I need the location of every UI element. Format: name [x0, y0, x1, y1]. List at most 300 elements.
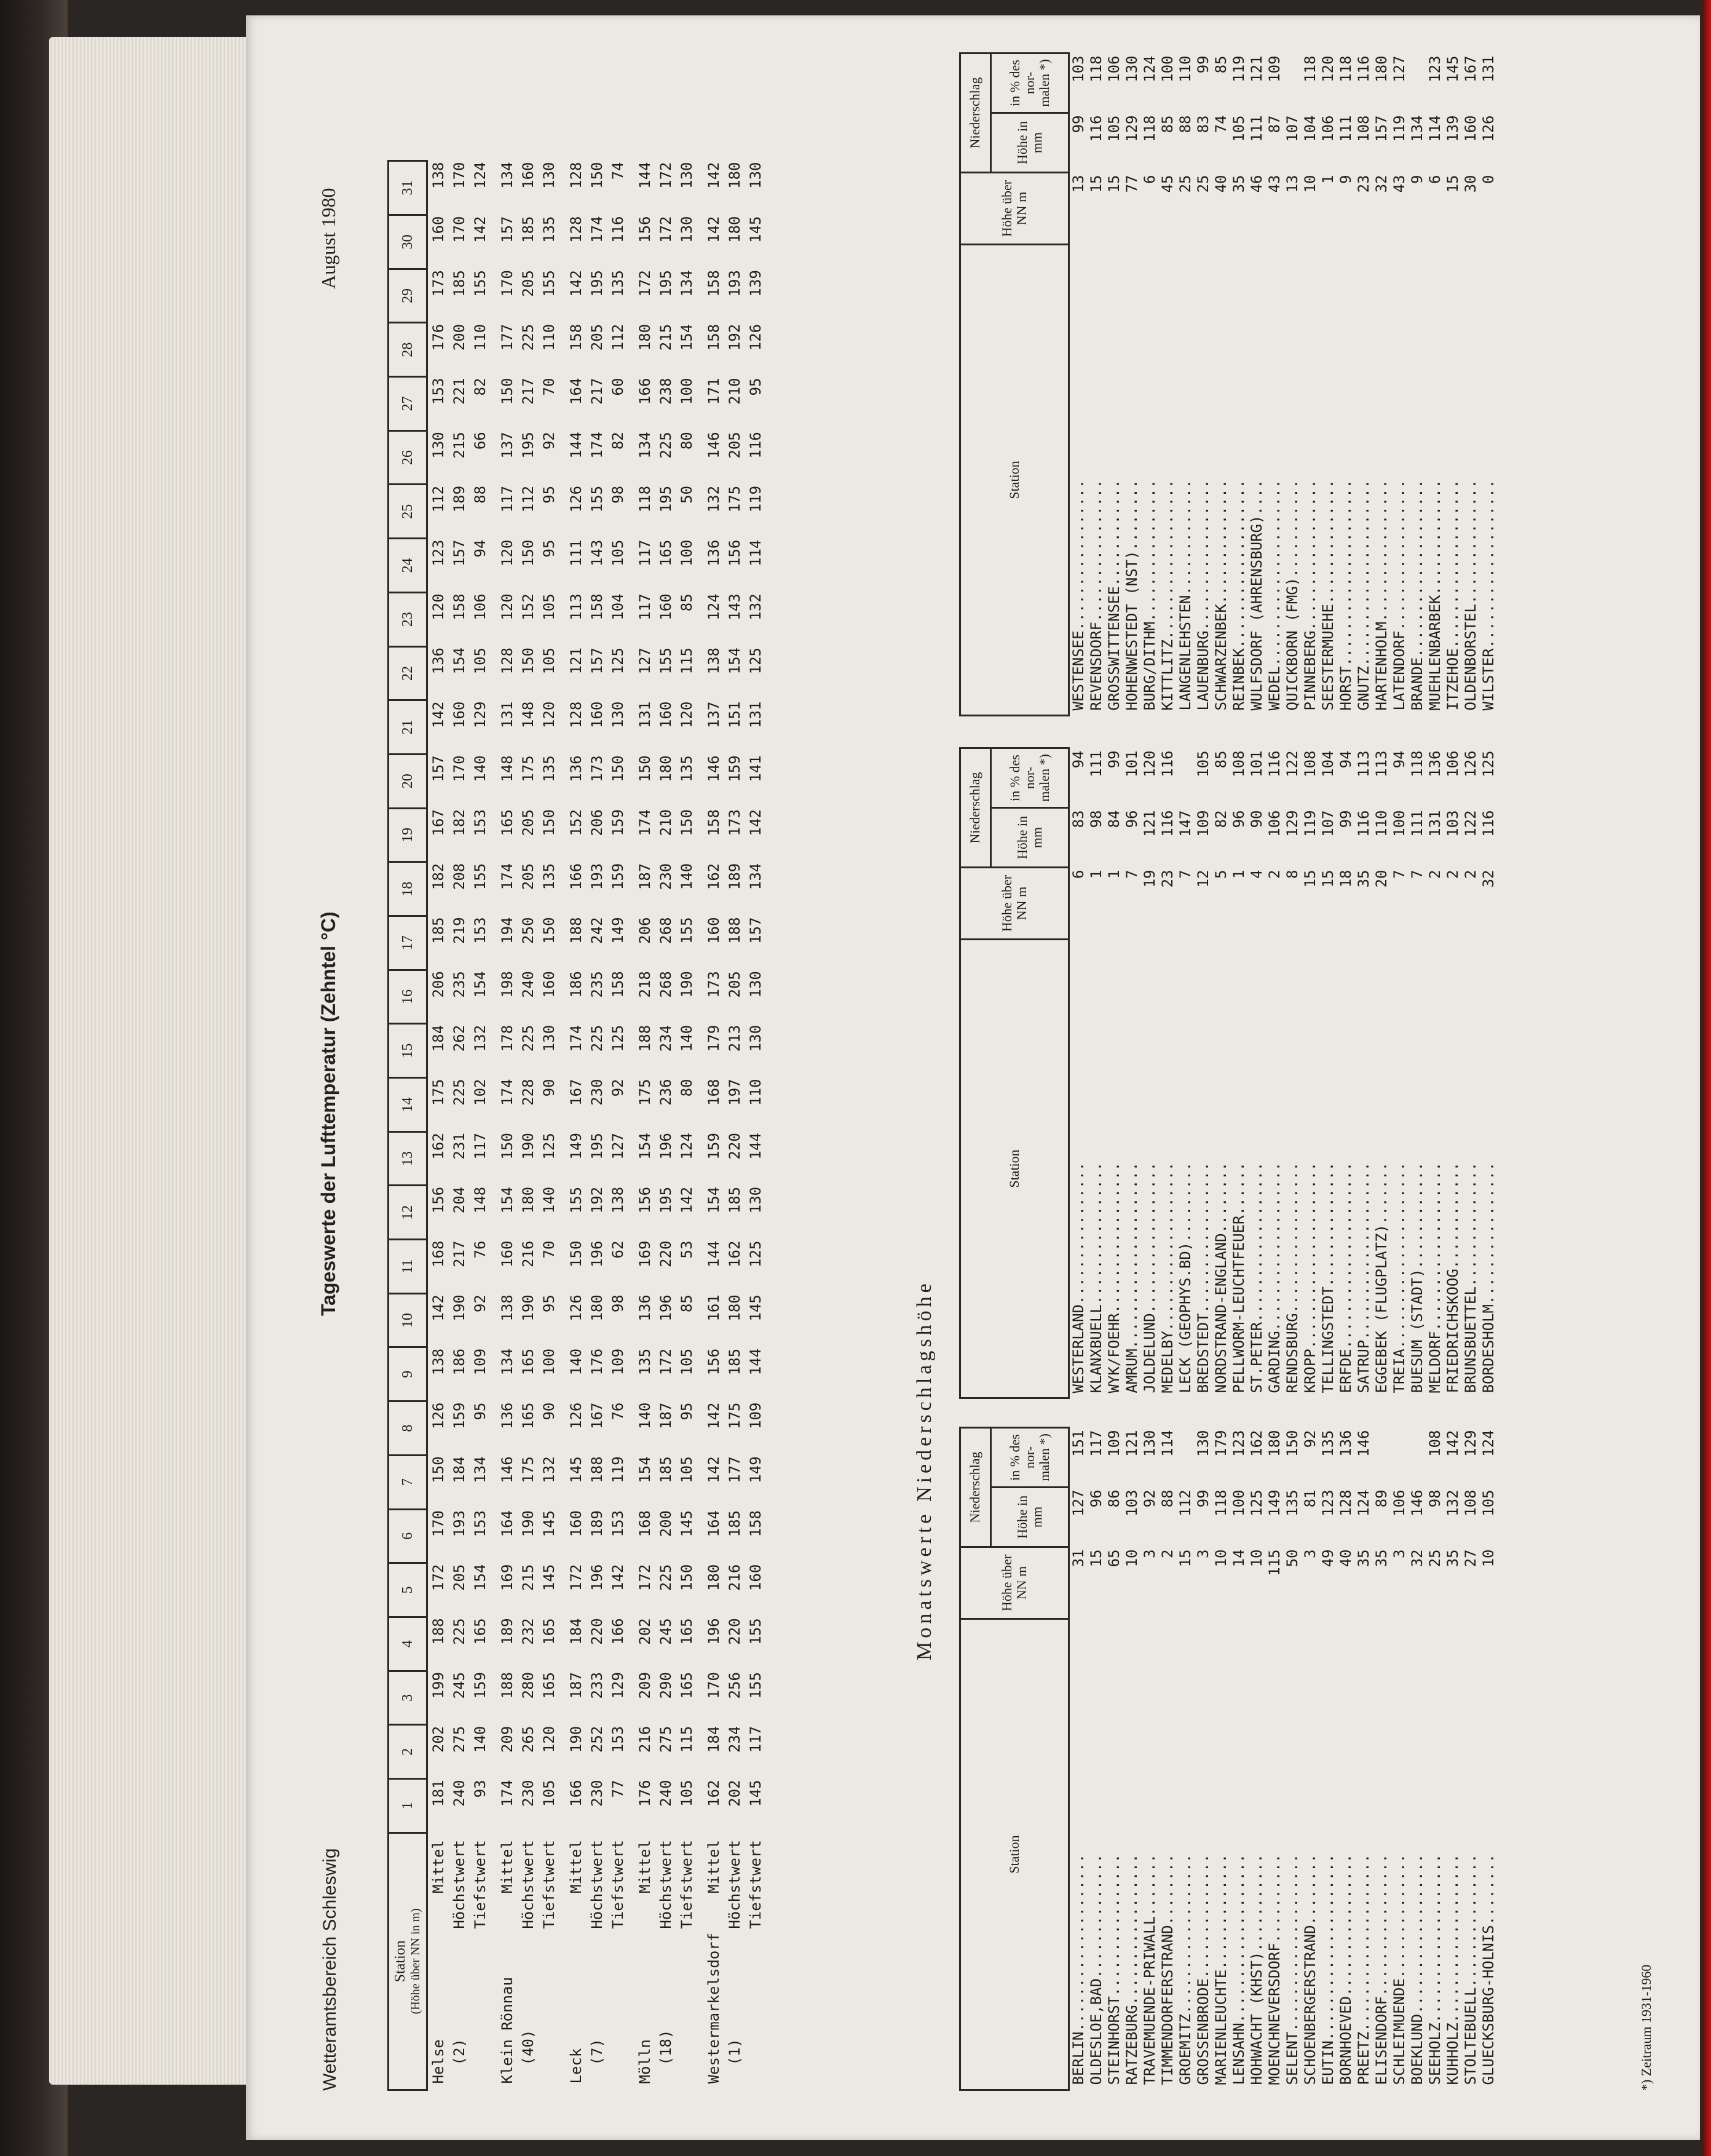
- station-name: TREIA.....................: [1391, 1162, 1408, 1393]
- day-header: 22: [389, 646, 427, 700]
- precip-mm: 99: [1337, 810, 1354, 828]
- temperature-cell: 66: [472, 432, 489, 450]
- temperature-cell: 130: [678, 162, 695, 189]
- station-height: 3: [1195, 1549, 1212, 1558]
- precip-percent: 108: [1302, 750, 1319, 777]
- station-height: 43: [1391, 175, 1408, 193]
- precip-percent: 116: [1159, 750, 1176, 777]
- temperature-cell: 195: [588, 1133, 606, 1160]
- temperature-cell: 130: [747, 162, 764, 189]
- temperature-cell: 165: [540, 1672, 558, 1699]
- temperature-cell: 157: [499, 216, 516, 243]
- temperature-cell: 132: [705, 485, 722, 513]
- list-item: [1212, 748, 1230, 1398]
- precip-mm: 134: [1409, 115, 1426, 142]
- temperature-cell: 142: [678, 1186, 695, 1214]
- temperature-cell: 156: [636, 1186, 654, 1214]
- temperature-cell: 76: [472, 1240, 489, 1259]
- temperature-cell: 150: [567, 1240, 585, 1267]
- table-row: [628, 161, 655, 2090]
- station-name: WESTERLAND................: [1070, 1162, 1087, 1393]
- station-height: 15: [1177, 1549, 1194, 1567]
- temperature-cell: 105: [678, 1780, 695, 1807]
- temperature-cell: 188: [726, 917, 743, 944]
- precip-mm: 111: [1248, 115, 1265, 142]
- station-height: 13: [1070, 175, 1087, 193]
- temperature-cell: 132: [540, 1456, 558, 1483]
- temperature-cell: 160: [499, 1240, 516, 1267]
- precip-mm: 74: [1212, 115, 1230, 133]
- temperature-cell: 178: [499, 1024, 516, 1052]
- temperature-cell: 196: [588, 1240, 606, 1267]
- footnote: *) Zeitraum 1931-1960: [1638, 1964, 1654, 2091]
- precip-mm: 116: [1480, 810, 1497, 837]
- list-item: [1123, 54, 1141, 716]
- temperature-cell: 150: [540, 809, 558, 836]
- station-name: GARDING...................: [1266, 1162, 1283, 1393]
- station-name: [745, 1930, 766, 2090]
- station-height: 115: [1266, 1549, 1283, 1576]
- temperature-cell: 100: [678, 378, 695, 405]
- precip-mm: 103: [1123, 1489, 1140, 1516]
- temperature-cell: 158: [747, 1510, 764, 1537]
- temperature-cell: 174: [499, 863, 516, 890]
- temperature-cell: 215: [657, 323, 674, 351]
- station-height: 10: [1248, 1549, 1265, 1567]
- temperature-cell: 120: [430, 593, 447, 620]
- precip-mm: 147: [1177, 810, 1194, 837]
- precip-percent: 113: [1355, 750, 1372, 777]
- precip-mm: 124: [1355, 1489, 1372, 1516]
- precip-percent: 110: [1177, 55, 1194, 82]
- precip-percent: 100: [1159, 55, 1176, 82]
- temperature-cell: 180: [657, 755, 674, 782]
- precip-percent: 109: [1105, 1430, 1123, 1457]
- station-height: 2: [1444, 870, 1461, 879]
- station-height: 1: [1105, 870, 1123, 879]
- temperature-cell: 138: [705, 648, 722, 675]
- precip-percent: 118: [1302, 55, 1319, 82]
- station-name: BRUNSBUETTEL..............: [1462, 1162, 1479, 1393]
- temperature-cell: 188: [636, 1024, 654, 1052]
- list-item: [1373, 748, 1391, 1398]
- station-height: 3: [1302, 1549, 1319, 1558]
- temperature-cell: 116: [747, 432, 764, 459]
- precip-mm: 131: [1426, 810, 1444, 837]
- station-height: 15: [1302, 870, 1319, 888]
- station-name: MARIENLEUCHTE.............: [1212, 1853, 1230, 2085]
- temperature-cell: 148: [472, 1186, 489, 1214]
- list-item: [1337, 54, 1355, 716]
- station-name: MUEHLENBARBEK.............: [1426, 479, 1444, 711]
- temperature-cell: 204: [451, 1186, 468, 1214]
- station-name: MEDELBY...................: [1159, 1162, 1176, 1393]
- day-header: 18: [389, 862, 427, 916]
- temperature-cell: 165: [499, 809, 516, 836]
- value-type-label: Tiefstwert: [609, 1840, 626, 1929]
- temperature-cell: 205: [588, 323, 606, 351]
- list-item: [1195, 1428, 1212, 2090]
- temperature-cell: 110: [540, 323, 558, 351]
- list-item: [1426, 54, 1444, 716]
- station-name: [470, 1930, 491, 2090]
- temperature-cell: 134: [636, 432, 654, 459]
- station-name: WYK/FOEHR.................: [1105, 1162, 1123, 1393]
- station-name: HARTENHOLM................: [1373, 479, 1390, 711]
- temperature-cell: 126: [747, 323, 764, 351]
- temperature-cell: 130: [540, 1024, 558, 1052]
- temperature-cell: 195: [657, 270, 674, 297]
- temperature-cell: 225: [520, 1024, 537, 1052]
- day-header: 7: [389, 1455, 427, 1509]
- temperature-cell: 195: [657, 485, 674, 513]
- station-name: OLDENBORSTEL..............: [1462, 479, 1479, 711]
- temperature-cell: 236: [657, 1079, 674, 1106]
- station-height: 30: [1462, 175, 1479, 193]
- temperature-cell: 225: [451, 1079, 468, 1106]
- value-type-label: Tiefstwert: [540, 1840, 558, 1929]
- temperature-cell: 240: [451, 1780, 468, 1807]
- temperature-cell: 128: [567, 216, 585, 243]
- temperature-cell: 210: [726, 378, 743, 405]
- temperature-cell: 130: [747, 971, 764, 998]
- list-item: [1177, 1428, 1195, 2090]
- station-name: RATZEBURG.................: [1123, 1853, 1140, 2085]
- precip-mm: 108: [1355, 115, 1372, 142]
- station-name: Leck: [567, 2048, 585, 2084]
- precip-mm: 146: [1409, 1489, 1426, 1516]
- temperature-cell: 177: [499, 323, 516, 351]
- temperature-cell: 150: [520, 539, 537, 566]
- precip-percent: 129: [1462, 1430, 1479, 1457]
- list-item: [1319, 1428, 1337, 2090]
- temperature-cell: 280: [520, 1672, 537, 1699]
- temperature-cell: 136: [499, 1402, 516, 1429]
- list-item: [1284, 1428, 1302, 2090]
- temperature-cell: 186: [451, 1348, 468, 1376]
- temperature-cell: 185: [726, 1510, 743, 1537]
- station-header: [389, 1833, 427, 2090]
- station-height: 45: [1159, 175, 1176, 193]
- temperature-cell: 120: [499, 593, 516, 620]
- temperature-cell: 195: [657, 1186, 674, 1214]
- temperature-cell: 157: [588, 648, 606, 675]
- precip-header-row: [960, 748, 991, 1398]
- temperature-cell: 186: [567, 971, 585, 998]
- temperature-cell: 117: [499, 485, 516, 513]
- temperature-cell: 111: [567, 539, 585, 566]
- precip-mm: 96: [1088, 1489, 1105, 1508]
- precip-percent: 120: [1319, 55, 1337, 82]
- temperature-cell: 160: [705, 917, 722, 944]
- table-row: [518, 161, 539, 2090]
- precip-percent: 99: [1105, 750, 1123, 769]
- station-height: 1: [1319, 175, 1337, 184]
- temperature-cell: 154: [636, 1456, 654, 1483]
- temperature-cell: 188: [499, 1672, 516, 1699]
- precip-percent: 124: [1141, 55, 1158, 82]
- pct-col-header: in % des nor- malen *): [990, 1428, 1069, 1488]
- list-item: [1373, 54, 1391, 716]
- list-item: [1391, 54, 1409, 716]
- list-item: [1141, 748, 1159, 1398]
- temperature-cell: 189: [588, 1510, 606, 1537]
- precip-mm: 107: [1319, 810, 1337, 837]
- temperature-cell: 150: [609, 755, 626, 782]
- station-name: LAUENBURG.................: [1195, 479, 1212, 711]
- temperature-cell: 135: [540, 863, 558, 890]
- list-item: [1319, 748, 1337, 1398]
- temperature-cell: 162: [726, 1240, 743, 1267]
- temperature-cell: 181: [430, 1780, 447, 1807]
- temperature-cell: 209: [499, 1726, 516, 1753]
- temperature-cell: 157: [747, 917, 764, 944]
- temperature-cell: 90: [540, 1402, 558, 1421]
- precip-mm: 96: [1123, 810, 1140, 828]
- temperature-cell: 126: [567, 485, 585, 513]
- temperature-cell: 131: [499, 701, 516, 729]
- niederschlag-header: Niederschlag: [960, 748, 991, 868]
- temperature-cell: 190: [520, 1294, 537, 1322]
- temperature-cell: 172: [636, 270, 654, 297]
- station-name: BORNHOEVED................: [1337, 1853, 1354, 2085]
- precip-percent: 123: [1230, 1430, 1247, 1457]
- station-height: 10: [1212, 1549, 1230, 1567]
- temperature-cell: 153: [430, 378, 447, 405]
- precip-percent: 103: [1070, 55, 1087, 82]
- station-name: PELLWORM-LEUCHTFEUER......: [1230, 1162, 1247, 1393]
- temperature-cell: 145: [540, 1564, 558, 1591]
- list-item: [1337, 748, 1355, 1398]
- list-item: [1069, 1428, 1088, 2090]
- station-height: 32: [1480, 870, 1497, 888]
- value-type-label: Tiefstwert: [678, 1840, 695, 1929]
- station-height: 77: [1123, 175, 1140, 193]
- value-type-label: Tiefstwert: [472, 1840, 489, 1929]
- temperature-cell: 98: [609, 1294, 626, 1313]
- height-col-header: Höhe über NN m: [960, 173, 1069, 245]
- station-name: BORDESHOLM................: [1480, 1162, 1497, 1393]
- temperature-cell: 153: [609, 1510, 626, 1537]
- station-height: 50: [1284, 1549, 1301, 1567]
- temperature-cell: 153: [472, 917, 489, 944]
- mm-col-header: Höhe in mm: [990, 113, 1069, 173]
- station-height: 25: [1195, 175, 1212, 193]
- station-height: 10: [1302, 175, 1319, 193]
- temperature-cell: 170: [451, 162, 468, 189]
- station-name: LECK (GEOPHYS.BD).........: [1177, 1162, 1194, 1393]
- precip-percent: [1409, 1428, 1426, 1488]
- station-name: (1): [726, 2039, 743, 2066]
- temperature-cell: 123: [430, 539, 447, 566]
- temperature-cell: 106: [472, 593, 489, 620]
- list-item: [1123, 1428, 1141, 2090]
- station-name: SCHWARZENBEK..............: [1212, 479, 1230, 711]
- precip-percent: 145: [1444, 55, 1461, 82]
- station-name: GROEMITZ..................: [1177, 1853, 1194, 2085]
- list-item: [1337, 1428, 1355, 2090]
- temperature-cell: 250: [520, 917, 537, 944]
- temperature-cell: 180: [726, 1294, 743, 1322]
- temperature-cell: 173: [588, 755, 606, 782]
- temperature-cell: 193: [588, 863, 606, 890]
- temperature-cell: 153: [472, 1510, 489, 1537]
- station-name: TELLINGSTEDT..............: [1319, 1162, 1337, 1393]
- station-height: 15: [1444, 175, 1461, 193]
- temperature-cell: 205: [520, 809, 537, 836]
- station-name: Mölln: [636, 2039, 654, 2084]
- station-height: 65: [1105, 1549, 1123, 1567]
- station-name: SELENT....................: [1284, 1853, 1301, 2085]
- temperature-cell: 154: [705, 1186, 722, 1214]
- temperature-cell: 170: [430, 1510, 447, 1537]
- precip-mm: 85: [1159, 115, 1176, 133]
- day-header: 2: [389, 1725, 427, 1779]
- station-height: 19: [1141, 870, 1158, 888]
- precip-mm: 111: [1409, 810, 1426, 837]
- station-name: MELDORF...................: [1426, 1162, 1444, 1393]
- temperature-cell: 221: [451, 378, 468, 405]
- temperature-cell: 135: [678, 755, 695, 782]
- list-item: [1141, 54, 1159, 716]
- temperature-cell: 245: [451, 1672, 468, 1699]
- temperature-cell: 150: [678, 1564, 695, 1591]
- temperature-cell: 175: [520, 1456, 537, 1483]
- temperature-cell: 88: [472, 485, 489, 504]
- day-header: 6: [389, 1509, 427, 1563]
- precip-mm: 87: [1266, 115, 1283, 133]
- temperature-cell: 155: [678, 917, 695, 944]
- temperature-cell: 128: [499, 648, 516, 675]
- temperature-cell: 110: [747, 1079, 764, 1106]
- precip-percent: 118: [1088, 55, 1105, 82]
- temperature-cell: 172: [430, 1564, 447, 1591]
- temperature-cell: 125: [609, 648, 626, 675]
- temperature-cell: 143: [726, 593, 743, 620]
- precip-percent: 94: [1391, 750, 1408, 769]
- temperature-cell: 160: [657, 593, 674, 620]
- station-name: [607, 1930, 628, 2090]
- precip-percent: 114: [1159, 1430, 1176, 1457]
- station-height: 7: [1391, 870, 1408, 879]
- station-height: 13: [1284, 175, 1301, 193]
- temperature-cell: 166: [567, 863, 585, 890]
- temperature-cell: 136: [567, 755, 585, 782]
- temperature-cell: 137: [705, 701, 722, 729]
- precip-mm: 106: [1319, 115, 1337, 142]
- temperature-cell: 175: [726, 485, 743, 513]
- temperature-cell: 150: [588, 162, 606, 189]
- station-height: 25: [1177, 175, 1194, 193]
- station-name: PREETZ....................: [1355, 1853, 1372, 2085]
- temperature-cell: 132: [472, 1024, 489, 1052]
- day-header: 14: [389, 1078, 427, 1132]
- precip-mm: 126: [1480, 115, 1497, 142]
- section-title: Monatswerte Niederschlagshöhe: [913, 1280, 936, 1660]
- precip-percent: 162: [1248, 1430, 1265, 1457]
- station-name: QUICKBORN (FMG)...........: [1284, 479, 1301, 711]
- temperature-cell: 109: [472, 1348, 489, 1376]
- precip-mm: 116: [1355, 810, 1372, 837]
- temperature-cell: 92: [472, 1294, 489, 1313]
- temperature-cell: 188: [430, 1618, 447, 1645]
- precip-header-row: [960, 1428, 991, 2090]
- temperature-cell: 180: [520, 1186, 537, 1214]
- temperature-cell: 125: [609, 1024, 626, 1052]
- list-item: [1391, 748, 1409, 1398]
- temperature-cell: 132: [747, 593, 764, 620]
- precip-percent: 127: [1391, 55, 1408, 82]
- precip-percent: 130: [1141, 1430, 1158, 1457]
- temperature-cell: 160: [540, 971, 558, 998]
- temperature-cell: 197: [726, 1079, 743, 1106]
- station-height: 23: [1355, 175, 1372, 193]
- precip-percent: 123: [1426, 55, 1444, 82]
- value-type-label: Tiefstwert: [747, 1840, 764, 1929]
- precip-percent: 101: [1123, 750, 1140, 777]
- temperature-cell: 158: [609, 971, 626, 998]
- temperature-cell: 154: [726, 648, 743, 675]
- precip-mm: 123: [1319, 1489, 1337, 1516]
- precip-percent: 122: [1284, 750, 1301, 777]
- temperature-cell: 225: [657, 432, 674, 459]
- list-item: [1248, 748, 1266, 1398]
- precip-mm: 109: [1195, 810, 1212, 837]
- temperature-cell: 76: [609, 1402, 626, 1421]
- day-header: 25: [389, 485, 427, 539]
- temperature-cell: 152: [520, 593, 537, 620]
- precip-percent: 130: [1123, 55, 1140, 82]
- temperature-cell: 180: [726, 162, 743, 189]
- precip-mm: 88: [1159, 1489, 1176, 1508]
- temperature-cell: 140: [472, 1726, 489, 1753]
- temperature-cell: 141: [747, 755, 764, 782]
- day-header: 3: [389, 1671, 427, 1725]
- station-height: 35: [1444, 1549, 1461, 1567]
- temperature-cell: 173: [726, 809, 743, 836]
- station-height: 2: [1462, 870, 1479, 879]
- station-name: KITTLITZ..................: [1159, 479, 1176, 711]
- value-type-label: Höchstwert: [657, 1840, 674, 1929]
- station-name: GNUTZ.....................: [1355, 479, 1372, 711]
- list-item: [1444, 748, 1462, 1398]
- station-height: 6: [1141, 175, 1158, 184]
- temperature-cell: 140: [567, 1348, 585, 1376]
- temperature-cell: 142: [472, 216, 489, 243]
- temperature-cell: 105: [609, 539, 626, 566]
- temperature-cell: 216: [636, 1726, 654, 1753]
- temperature-cell: 125: [747, 1240, 764, 1267]
- temperature-cell: 145: [567, 1456, 585, 1483]
- temperature-cell: 126: [567, 1294, 585, 1322]
- temperature-cell: 179: [705, 1024, 722, 1052]
- precip-percent: 108: [1426, 1430, 1444, 1457]
- table-row: [724, 161, 745, 2090]
- station-height: 31: [1070, 1549, 1087, 1567]
- temperature-cell: 120: [499, 539, 516, 566]
- temperature-cell: 252: [588, 1726, 606, 1753]
- list-item: [1230, 748, 1248, 1398]
- temperature-cell: 93: [472, 1780, 489, 1798]
- precip-mm: 160: [1462, 115, 1479, 142]
- temperature-cell: 193: [451, 1510, 468, 1537]
- temperature-cell: 165: [520, 1348, 537, 1376]
- temperature-cell: 189: [499, 1618, 516, 1645]
- temperature-cell: 142: [705, 216, 722, 243]
- temperature-cell: 135: [609, 270, 626, 297]
- temperature-cell: 136: [636, 1294, 654, 1322]
- temperature-cell: 268: [657, 971, 674, 998]
